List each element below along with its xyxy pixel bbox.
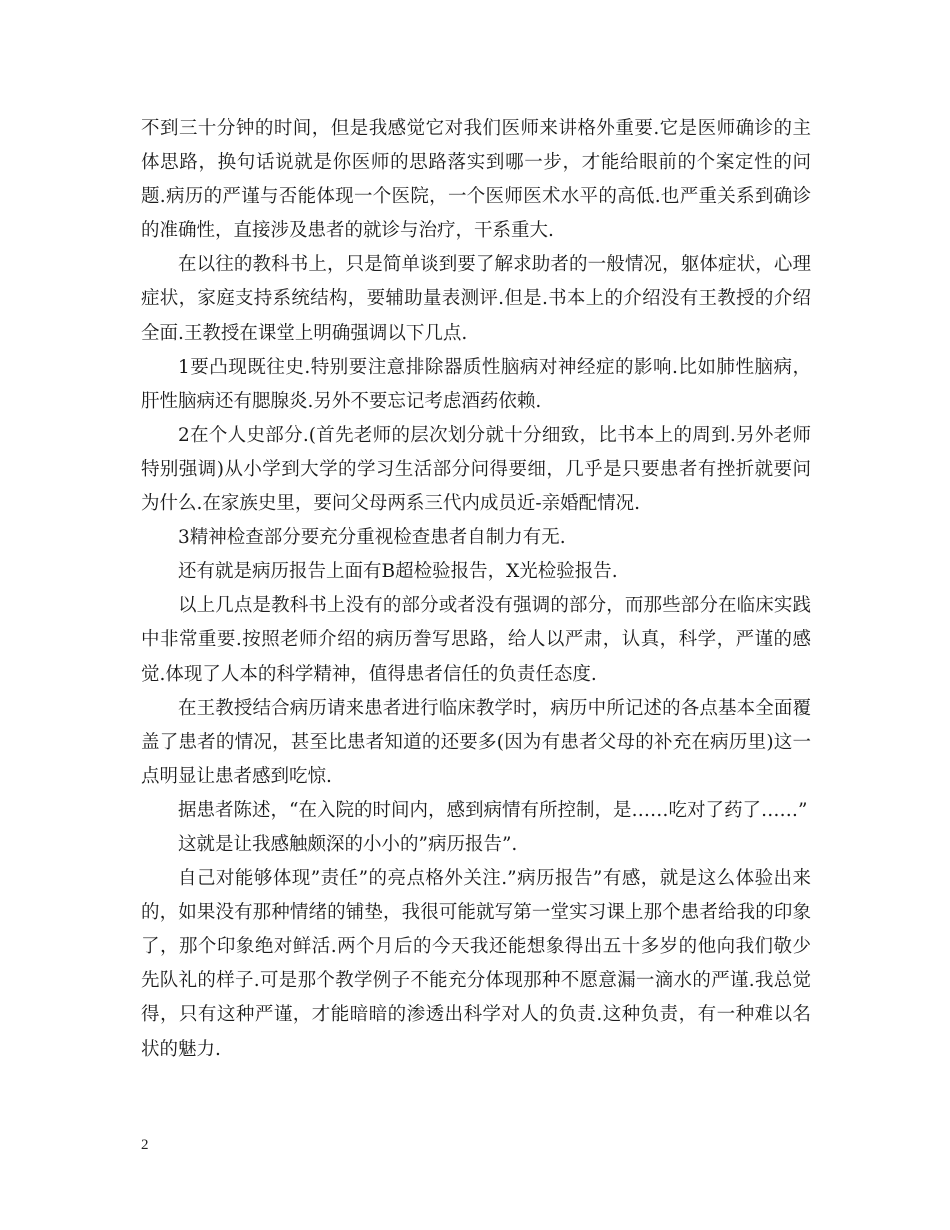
- paragraph-7: 以上几点是教科书上没有的部分或者没有强调的部分，而那些部分在临床实践中非常重要.按照老师介绍的病历誊写思路，给人以严肃，认真，科学，严谨的感觉.体现了人本的科学精神，值得患者信任的负责任态度.: [141, 595, 811, 685]
- paragraph-9: 据患者陈述，“在入院的时间内，感到病情有所控制，是……吃对了药了……”: [178, 799, 808, 821]
- paragraph-8: 在王教授结合病历请来患者进行临床教学时，病历中所记述的各点基本全面覆盖了患者的情况，甚至比患者知道的还要多(因为有患者父母的补充在病历里)这一点明显让患者感到吃惊.: [141, 697, 811, 787]
- body-text: [141, 112, 811, 1067]
- paragraph-6: 还有就是病历报告上面有B超检验报告，X光检验报告.: [178, 561, 618, 583]
- paragraph-2: 在以往的教科书上，只是简单谈到要了解求助者的一般情况，躯体症状，心理症状，家庭支持系统结构，要辅助量表测评.但是.书本上的介绍没有王教授的介绍全面.王教授在课堂上明确强调以下几点.: [141, 254, 811, 344]
- page-number: 2: [141, 1137, 149, 1153]
- paragraph-5: 3精神检查部分要充分重视检查患者自制力有无.: [178, 527, 566, 549]
- paragraph-10: 这就是让我感触颇深的小小的”病历报告”.: [178, 833, 518, 855]
- paragraph-1: 不到三十分钟的时间，但是我感觉它对我们医师来讲格外重要.它是医师确诊的主体思路，换句话说就是你医师的思路落实到哪一步，才能给眼前的个案定性的问题.病历的严谨与否能体现一个医院，一个医师医术水平的高低.也严重关系到确诊的准确性，直接涉及患者的就诊与治疗，干系重大.: [141, 118, 811, 242]
- paragraph-3: 1要凸现既往史.特别要注意排除器质性脑病对神经症的影响.比如肺性脑病，肝性脑病还有腮腺炎.另外不要忘记考虑酒药依赖.: [141, 356, 811, 412]
- paragraph-11: 自己对能够体现”责任”的亮点格外关注.”病历报告”有感，就是这么体验出来的，如果没有那种情绪的铺垫，我很可能就写第一堂实习课上那个患者给我的印象了，那个印象绝对鲜活.两个月后的今天我还能想象得出五十多岁的他向我们敬少先队礼的样子.可是那个教学例子不能充分体现那种不愿意漏一滴水的严谨.我总觉得，只有这种严谨，才能暗暗的渗透出科学对人的负责.这种负责，有一种难以名状的魅力.: [141, 868, 811, 1060]
- paragraph-4: 2在个人史部分.(首先老师的层次划分就十分细致，比书本上的周到.另外老师特别强调)从小学到大学的学习生活部分问得要细，几乎是只要患者有挫折就要问为什么.在家族史里，要问父母两系三代内成员近-亲婚配情况.: [141, 424, 811, 515]
